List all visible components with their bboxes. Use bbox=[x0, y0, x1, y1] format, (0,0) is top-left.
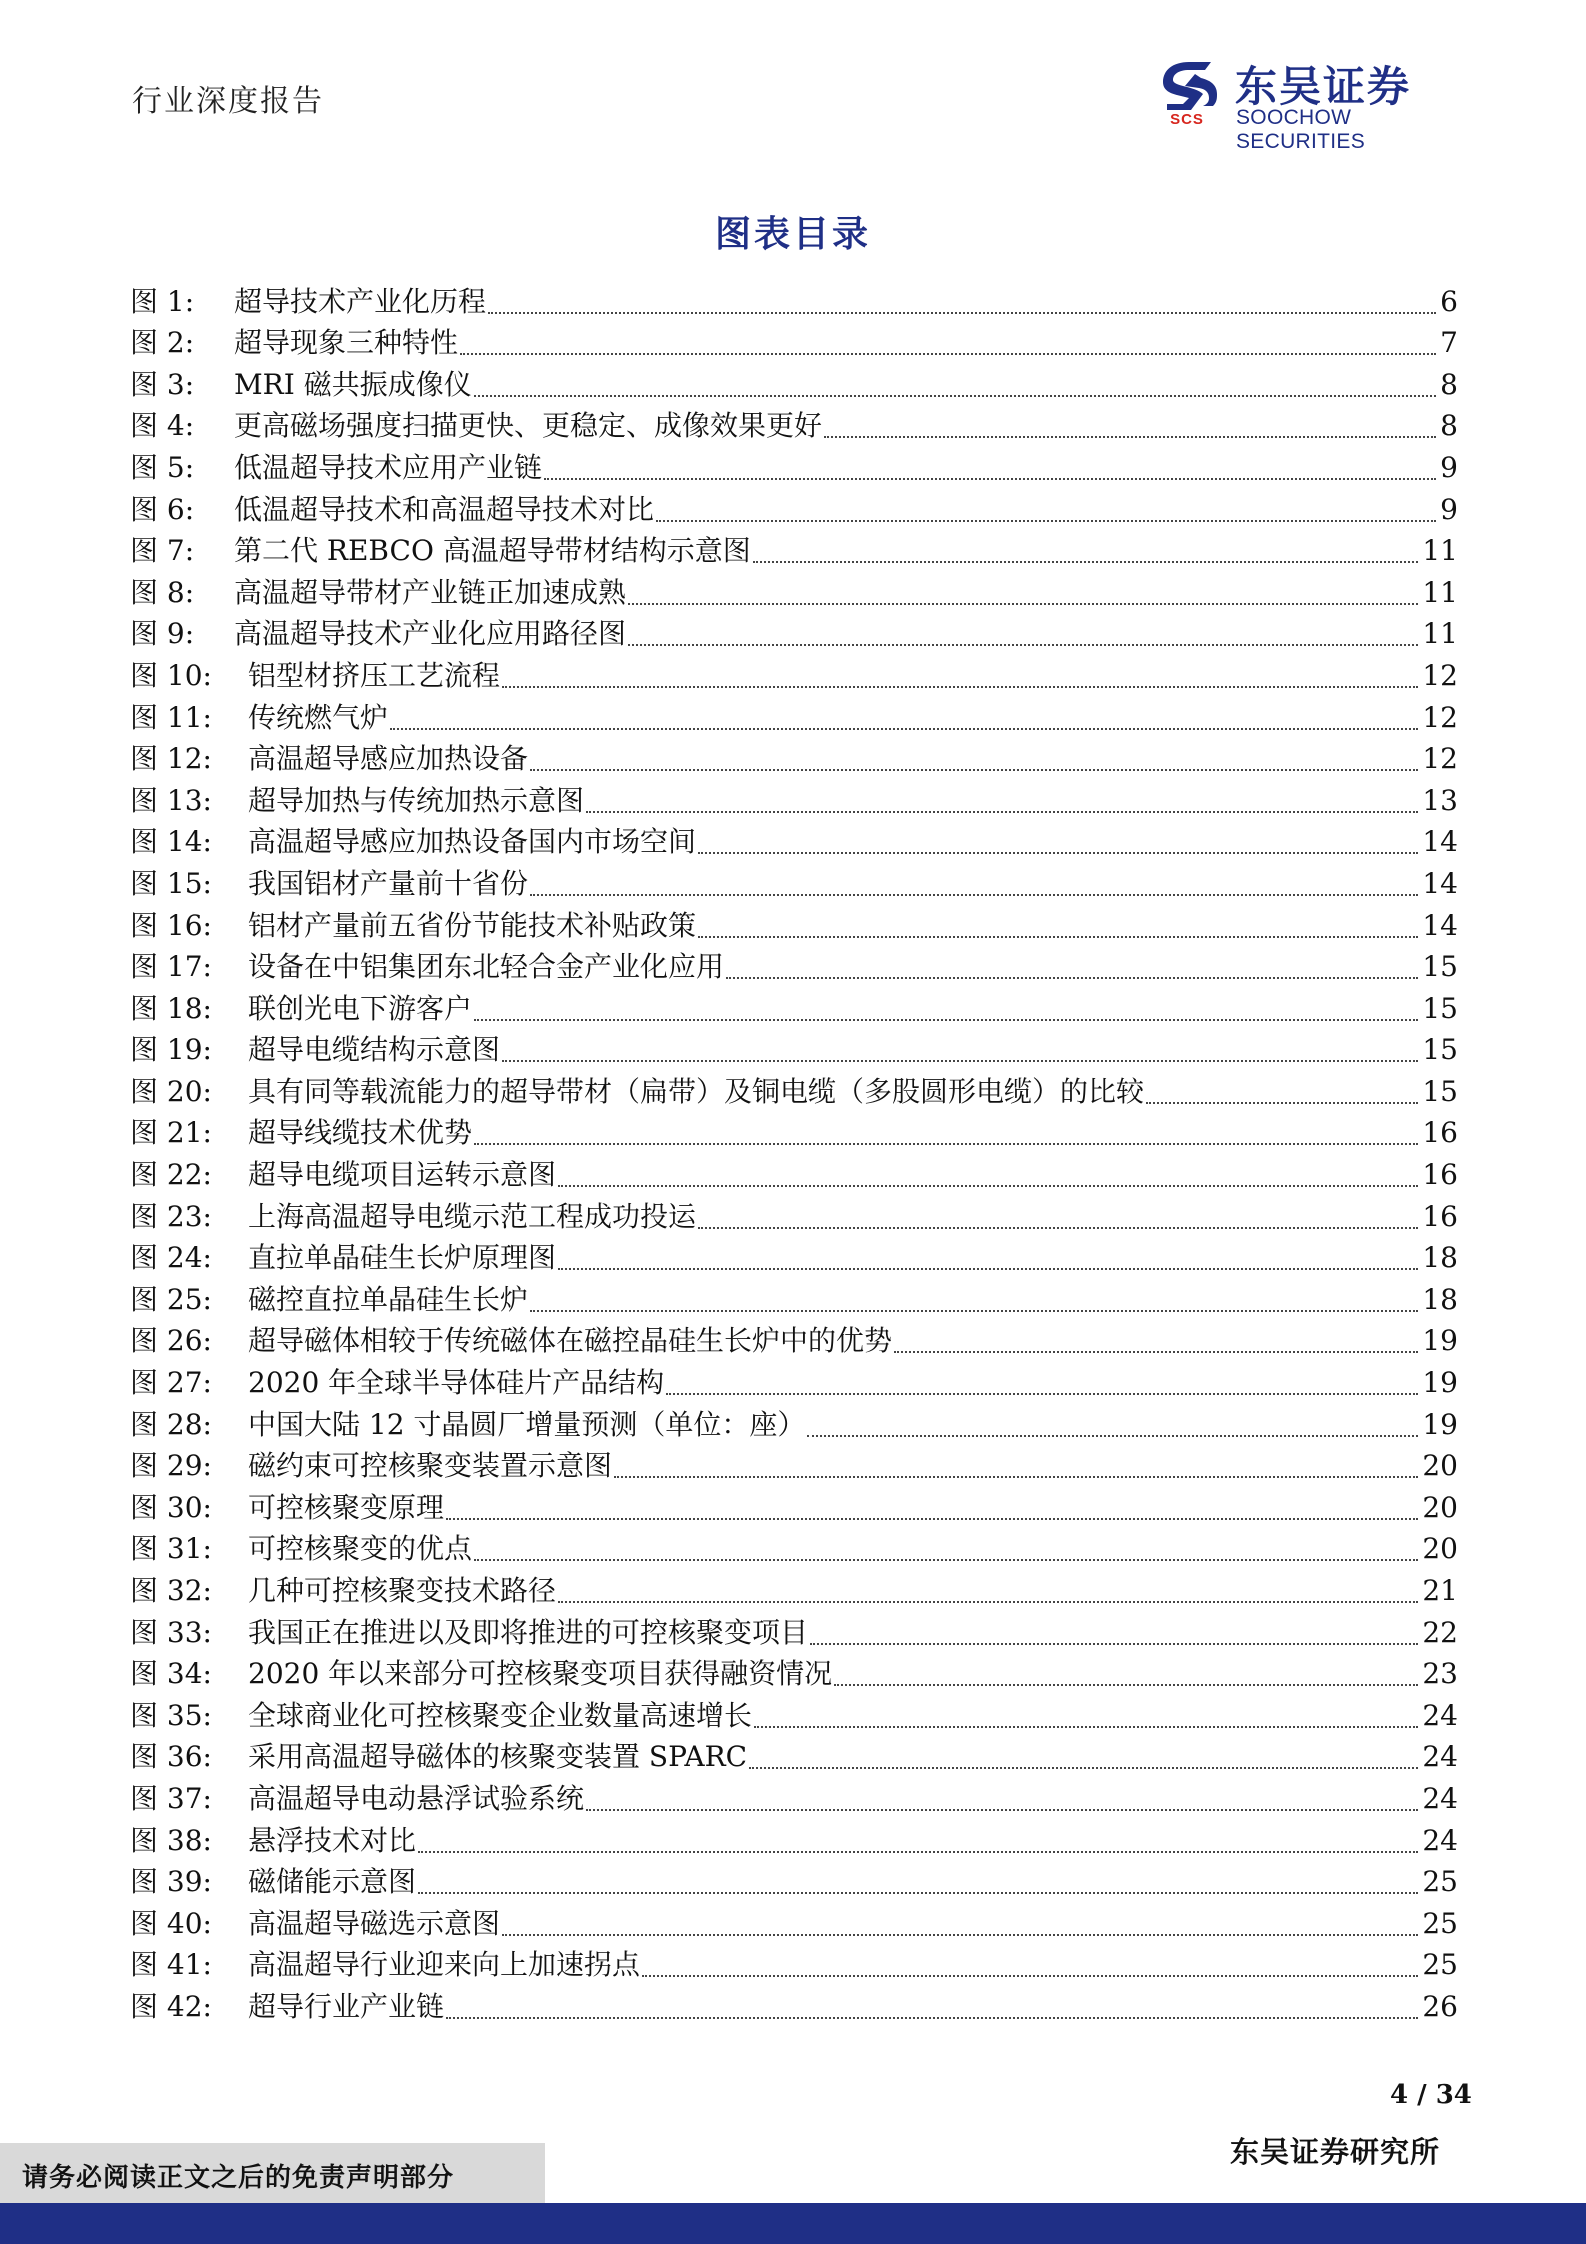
toc-entry-page: 20 bbox=[1422, 1532, 1458, 1566]
toc-entry-page: 15 bbox=[1422, 991, 1458, 1025]
toc-entry-title: 可控核聚变的优点 bbox=[248, 1532, 473, 1566]
toc-entry[interactable] bbox=[130, 1940, 1458, 1982]
toc-entry-page: 15 bbox=[1422, 950, 1458, 984]
toc-entry-label: 图 5: bbox=[130, 450, 195, 484]
toc-entry-title: 高温超导电动悬浮试验系统 bbox=[248, 1781, 585, 1815]
toc-leader-dots bbox=[753, 537, 1419, 563]
toc-entry[interactable] bbox=[130, 484, 1458, 526]
toc-entry[interactable] bbox=[130, 858, 1458, 900]
toc-entry[interactable] bbox=[130, 1066, 1458, 1108]
toc-entry-page: 25 bbox=[1422, 1865, 1458, 1899]
toc-leader-dots bbox=[418, 1827, 1418, 1853]
toc-entry-title: 磁约束可控核聚变装置示意图 bbox=[248, 1449, 613, 1483]
toc-entry[interactable] bbox=[130, 1607, 1458, 1649]
toc-entry-page: 24 bbox=[1422, 1740, 1458, 1774]
toc-leader-dots bbox=[807, 1411, 1418, 1437]
toc-entry-title: 直拉单晶硅生长炉原理图 bbox=[248, 1241, 557, 1275]
toc-leader-dots bbox=[628, 579, 1418, 605]
toc-entry[interactable] bbox=[130, 442, 1458, 484]
toc-entry-title: 超导磁体相较于传统磁体在磁控晶硅生长炉中的优势 bbox=[248, 1324, 893, 1358]
toc-entry-title: 更高磁场强度扫描更快、更稳定、成像效果更好 bbox=[234, 409, 823, 443]
toc-leader-dots bbox=[1146, 1078, 1418, 1104]
toc-entry-label: 图 8: bbox=[130, 575, 195, 609]
toc-entry-title: 超导线缆技术优势 bbox=[248, 1116, 473, 1150]
toc-entry-page: 6 bbox=[1440, 284, 1458, 318]
toc-entry-label: 图 27: bbox=[130, 1366, 212, 1400]
toc-entry-title: 磁储能示意图 bbox=[248, 1865, 417, 1899]
toc-leader-dots bbox=[586, 787, 1418, 813]
toc-entry-title: 我国正在推进以及即将推进的可控核聚变项目 bbox=[248, 1615, 809, 1649]
toc-entry-page: 19 bbox=[1422, 1324, 1458, 1358]
toc-entry[interactable] bbox=[130, 1149, 1458, 1191]
toc-entry[interactable] bbox=[130, 1233, 1458, 1275]
toc-entry-label: 图 9: bbox=[130, 617, 195, 651]
toc-leader-dots bbox=[502, 1036, 1418, 1062]
toc-entry-page: 14 bbox=[1422, 908, 1458, 942]
toc-entry-title: 高温超导技术产业化应用路径图 bbox=[234, 617, 627, 651]
toc-entry-label: 图 18: bbox=[130, 991, 212, 1025]
scs-logo-icon bbox=[1155, 58, 1219, 128]
logo-chinese-name: 东吴证券 bbox=[1235, 62, 1412, 111]
toc-entry[interactable] bbox=[130, 1565, 1458, 1607]
toc-entry-page: 21 bbox=[1422, 1574, 1458, 1607]
toc-entry[interactable] bbox=[130, 1732, 1458, 1774]
toc-entry-page: 16 bbox=[1422, 1116, 1458, 1150]
toc-entry[interactable] bbox=[130, 983, 1458, 1025]
toc-entry-title: 可控核聚变原理 bbox=[248, 1490, 445, 1524]
toc-entry-page: 8 bbox=[1440, 367, 1458, 401]
toc-entry[interactable] bbox=[130, 401, 1458, 443]
toc-leader-dots bbox=[642, 1951, 1418, 1977]
toc-entry-label: 图 16: bbox=[130, 908, 212, 942]
toc-entry-title: 高温超导磁选示意图 bbox=[248, 1906, 501, 1940]
toc-entry-label: 图 19: bbox=[130, 1033, 212, 1067]
toc-entry-label: 图 1: bbox=[130, 284, 195, 318]
toc-entry-label: 图 20: bbox=[130, 1074, 212, 1108]
toc-entry[interactable] bbox=[130, 609, 1458, 651]
toc-leader-dots bbox=[474, 1535, 1418, 1561]
toc-entry[interactable] bbox=[130, 1857, 1458, 1899]
toc-entry[interactable] bbox=[130, 1981, 1458, 2023]
toc-entry-title: 高温超导行业迎来向上加速拐点 bbox=[248, 1948, 641, 1982]
figure-toc-list bbox=[130, 276, 1458, 2023]
toc-leader-dots bbox=[558, 1577, 1418, 1603]
toc-entry-title: 传统燃气炉 bbox=[248, 700, 389, 734]
toc-leader-dots bbox=[558, 1244, 1418, 1270]
toc-entry-page: 23 bbox=[1422, 1657, 1458, 1691]
toc-entry-label: 图 42: bbox=[130, 1989, 212, 2023]
toc-leader-dots bbox=[666, 1369, 1418, 1395]
toc-entry[interactable] bbox=[130, 734, 1458, 776]
toc-entry-title: 磁控直拉单晶硅生长炉 bbox=[248, 1282, 529, 1316]
toc-entry-page: 24 bbox=[1422, 1781, 1458, 1815]
toc-entry-label: 图 40: bbox=[130, 1906, 212, 1940]
toc-entry-label: 图 32: bbox=[130, 1574, 212, 1607]
toc-entry[interactable] bbox=[130, 1815, 1458, 1857]
toc-leader-dots bbox=[614, 1452, 1418, 1478]
toc-entry-title: 超导加热与传统加热示意图 bbox=[248, 783, 585, 817]
toc-entry[interactable] bbox=[130, 817, 1458, 859]
toc-leader-dots bbox=[726, 953, 1418, 979]
toc-leader-dots bbox=[824, 412, 1436, 438]
toc-entry-page: 25 bbox=[1422, 1906, 1458, 1940]
toc-entry-page: 14 bbox=[1422, 866, 1458, 900]
toc-leader-dots bbox=[502, 1910, 1418, 1936]
toc-entry-page: 19 bbox=[1422, 1366, 1458, 1400]
toc-entry-title: 高温超导带材产业链正加速成熟 bbox=[234, 575, 627, 609]
toc-entry-label: 图 21: bbox=[130, 1116, 212, 1150]
toc-entry-page: 25 bbox=[1422, 1948, 1458, 1982]
disclaimer-banner bbox=[0, 2143, 545, 2203]
toc-entry-page: 15 bbox=[1422, 1033, 1458, 1067]
toc-entry-label: 图 7: bbox=[130, 534, 195, 568]
toc-entry-title: 悬浮技术对比 bbox=[248, 1823, 417, 1857]
toc-entry[interactable] bbox=[130, 1773, 1458, 1815]
toc-entry[interactable] bbox=[130, 1399, 1458, 1441]
toc-entry-title: 超导电缆项目运转示意图 bbox=[248, 1158, 557, 1192]
toc-leader-dots bbox=[530, 1286, 1418, 1312]
footer-bar bbox=[0, 2203, 1586, 2244]
toc-entry-label: 图 34: bbox=[130, 1657, 212, 1691]
toc-entry-title: 超导电缆结构示意图 bbox=[248, 1033, 501, 1067]
toc-leader-dots bbox=[474, 1119, 1418, 1145]
toc-entry[interactable] bbox=[130, 1441, 1458, 1483]
toc-entry[interactable] bbox=[130, 1274, 1458, 1316]
toc-leader-dots bbox=[894, 1327, 1418, 1353]
toc-entry[interactable] bbox=[130, 1524, 1458, 1566]
toc-entry-label: 图 30: bbox=[130, 1490, 212, 1524]
toc-entry[interactable] bbox=[130, 1191, 1458, 1233]
toc-entry-page: 24 bbox=[1422, 1698, 1458, 1732]
toc-leader-dots bbox=[530, 870, 1418, 896]
toc-entry-page: 18 bbox=[1422, 1241, 1458, 1275]
toc-entry-page: 24 bbox=[1422, 1823, 1458, 1857]
toc-entry-label: 图 10: bbox=[130, 658, 212, 692]
toc-leader-dots bbox=[446, 1993, 1418, 2019]
toc-entry-label: 图 36: bbox=[130, 1740, 212, 1774]
toc-leader-dots bbox=[446, 1494, 1418, 1520]
toc-entry-title: 超导行业产业链 bbox=[248, 1989, 445, 2023]
toc-entry-label: 图 35: bbox=[130, 1698, 212, 1732]
toc-entry-title: 高温超导感应加热设备国内市场空间 bbox=[248, 825, 697, 859]
toc-leader-dots bbox=[460, 329, 1436, 355]
toc-entry[interactable] bbox=[130, 318, 1458, 360]
toc-entry-title: 低温超导技术和高温超导技术对比 bbox=[234, 492, 655, 526]
logo-mark-text: SCS bbox=[1170, 111, 1204, 128]
toc-entry-title: 第二代 REBCO 高温超导带材结构示意图 bbox=[234, 534, 751, 568]
toc-entry-page: 12 bbox=[1422, 742, 1458, 776]
toc-entry-title: 上海高温超导电缆示范工程成功投运 bbox=[248, 1199, 697, 1233]
disclaimer-text: 请务必阅读正文之后的免责声明部分 bbox=[22, 2163, 455, 2193]
toc-entry[interactable] bbox=[130, 1898, 1458, 1940]
toc-entry-page: 11 bbox=[1422, 534, 1458, 568]
toc-entry-page: 12 bbox=[1422, 700, 1458, 734]
toc-entry-label: 图 41: bbox=[130, 1948, 212, 1982]
toc-entry-title: 高温超导感应加热设备 bbox=[248, 742, 529, 776]
toc-entry-label: 图 38: bbox=[130, 1823, 212, 1857]
toc-leader-dots bbox=[754, 1702, 1418, 1728]
toc-leader-dots bbox=[834, 1660, 1418, 1686]
toc-entry-label: 图 13: bbox=[130, 783, 212, 817]
toc-entry-page: 11 bbox=[1422, 617, 1458, 651]
toc-entry-page: 7 bbox=[1440, 326, 1458, 360]
toc-entry-title: 设备在中铝集团东北轻合金产业化应用 bbox=[248, 950, 725, 984]
toc-entry-label: 图 6: bbox=[130, 492, 195, 526]
toc-leader-dots bbox=[810, 1619, 1418, 1645]
toc-entry-label: 图 2: bbox=[130, 326, 195, 360]
toc-leader-dots bbox=[530, 745, 1418, 771]
toc-entry-page: 14 bbox=[1422, 825, 1458, 859]
toc-entry-title: 超导技术产业化历程 bbox=[234, 284, 487, 318]
toc-entry[interactable] bbox=[130, 1108, 1458, 1150]
toc-entry[interactable] bbox=[130, 1690, 1458, 1732]
toc-entry[interactable] bbox=[130, 1649, 1458, 1691]
toc-entry-label: 图 17: bbox=[130, 950, 212, 984]
toc-entry-label: 图 3: bbox=[130, 367, 195, 401]
toc-entry-page: 20 bbox=[1422, 1449, 1458, 1483]
toc-entry[interactable] bbox=[130, 1357, 1458, 1399]
toc-entry[interactable] bbox=[130, 900, 1458, 942]
toc-entry[interactable] bbox=[130, 1316, 1458, 1358]
toc-entry-label: 图 33: bbox=[130, 1615, 212, 1649]
toc-entry-title: MRI 磁共振成像仪 bbox=[234, 367, 472, 401]
toc-entry-page: 18 bbox=[1422, 1282, 1458, 1316]
toc-entry[interactable] bbox=[130, 276, 1458, 318]
toc-entry-label: 图 4: bbox=[130, 409, 195, 443]
logo-english-name: SOOCHOW SECURITIES bbox=[1236, 106, 1366, 153]
toc-entry-title: 全球商业化可控核聚变企业数量高速增长 bbox=[248, 1698, 753, 1732]
toc-entry-label: 图 37: bbox=[130, 1781, 212, 1815]
page-number: 4 / 34 bbox=[1390, 2080, 1472, 2110]
toc-entry-page: 26 bbox=[1422, 1989, 1458, 2023]
toc-entry-page: 16 bbox=[1422, 1158, 1458, 1192]
toc-entry[interactable] bbox=[130, 650, 1458, 692]
toc-entry-title: 铝型材挤压工艺流程 bbox=[248, 658, 501, 692]
toc-entry-label: 图 14: bbox=[130, 825, 212, 859]
toc-leader-dots bbox=[488, 288, 1436, 314]
toc-leader-dots bbox=[558, 1161, 1418, 1187]
toc-leader-dots bbox=[698, 1203, 1418, 1229]
toc-entry-page: 19 bbox=[1422, 1407, 1458, 1441]
toc-entry-page: 22 bbox=[1422, 1615, 1458, 1649]
toc-entry-label: 图 24: bbox=[130, 1241, 212, 1275]
toc-leader-dots bbox=[418, 1868, 1418, 1894]
toc-entry-label: 图 23: bbox=[130, 1199, 212, 1233]
brand-logo bbox=[1155, 58, 1475, 153]
toc-entry-title: 几种可控核聚变技术路径 bbox=[248, 1574, 557, 1607]
toc-entry-title: 铝材产量前五省份节能技术补贴政策 bbox=[248, 908, 697, 942]
toc-leader-dots bbox=[474, 371, 1436, 397]
toc-leader-dots bbox=[544, 454, 1436, 480]
toc-entry-title: 低温超导技术应用产业链 bbox=[234, 450, 543, 484]
toc-leader-dots bbox=[698, 912, 1418, 938]
toc-leader-dots bbox=[502, 662, 1418, 688]
toc-entry-page: 11 bbox=[1422, 575, 1458, 609]
toc-entry[interactable] bbox=[130, 359, 1458, 401]
toc-entry-title: 中国大陆 12 寸晶圆厂增量预测（单位：座） bbox=[248, 1407, 806, 1441]
toc-leader-dots bbox=[474, 995, 1418, 1021]
toc-entry-title: 联创光电下游客户 bbox=[248, 991, 473, 1025]
toc-entry-page: 12 bbox=[1422, 658, 1458, 692]
toc-entry-page: 9 bbox=[1440, 450, 1458, 484]
toc-entry[interactable] bbox=[130, 692, 1458, 734]
toc-entry-title: 2020 年全球半导体硅片产品结构 bbox=[248, 1366, 665, 1400]
publisher-name: 东吴证券研究所 bbox=[1230, 2135, 1441, 2169]
toc-entry[interactable] bbox=[130, 567, 1458, 609]
toc-entry-page: 16 bbox=[1422, 1199, 1458, 1233]
toc-entry-title: 具有同等载流能力的超导带材（扁带）及铜电缆（多股圆形电缆）的比较 bbox=[248, 1074, 1145, 1108]
toc-entry-title: 2020 年以来部分可控核聚变项目获得融资情况 bbox=[248, 1657, 833, 1691]
toc-entry-label: 图 26: bbox=[130, 1324, 212, 1358]
toc-entry-page: 8 bbox=[1440, 409, 1458, 443]
toc-leader-dots bbox=[586, 1785, 1418, 1811]
toc-entry[interactable] bbox=[130, 1482, 1458, 1524]
report-category: 行业深度报告 bbox=[132, 84, 324, 119]
toc-entry[interactable] bbox=[130, 526, 1458, 568]
toc-entry[interactable] bbox=[130, 1025, 1458, 1067]
toc-leader-dots bbox=[628, 620, 1418, 646]
toc-entry-title: 采用高温超导磁体的核聚变装置 SPARC bbox=[248, 1740, 748, 1774]
toc-entry-label: 图 29: bbox=[130, 1449, 212, 1483]
toc-leader-dots bbox=[749, 1743, 1418, 1769]
toc-entry-page: 13 bbox=[1422, 783, 1458, 817]
toc-entry-label: 图 15: bbox=[130, 866, 212, 900]
toc-entry-label: 图 28: bbox=[130, 1407, 212, 1441]
toc-leader-dots bbox=[698, 828, 1418, 854]
toc-entry-page: 20 bbox=[1422, 1490, 1458, 1524]
toc-entry-label: 图 12: bbox=[130, 742, 212, 776]
toc-entry[interactable] bbox=[130, 775, 1458, 817]
toc-leader-dots bbox=[390, 704, 1418, 730]
toc-entry-label: 图 11: bbox=[130, 700, 212, 734]
toc-leader-dots bbox=[656, 496, 1436, 522]
toc-entry-label: 图 39: bbox=[130, 1865, 212, 1899]
toc-entry[interactable] bbox=[130, 942, 1458, 984]
toc-title: 图表目录 bbox=[714, 213, 871, 255]
toc-entry-label: 图 22: bbox=[130, 1158, 212, 1192]
toc-entry-label: 图 31: bbox=[130, 1532, 212, 1566]
toc-entry-page: 9 bbox=[1440, 492, 1458, 526]
toc-entry-title: 我国铝材产量前十省份 bbox=[248, 866, 529, 900]
toc-entry-page: 15 bbox=[1422, 1074, 1458, 1108]
toc-entry-label: 图 25: bbox=[130, 1282, 212, 1316]
toc-entry-title: 超导现象三种特性 bbox=[234, 326, 459, 360]
